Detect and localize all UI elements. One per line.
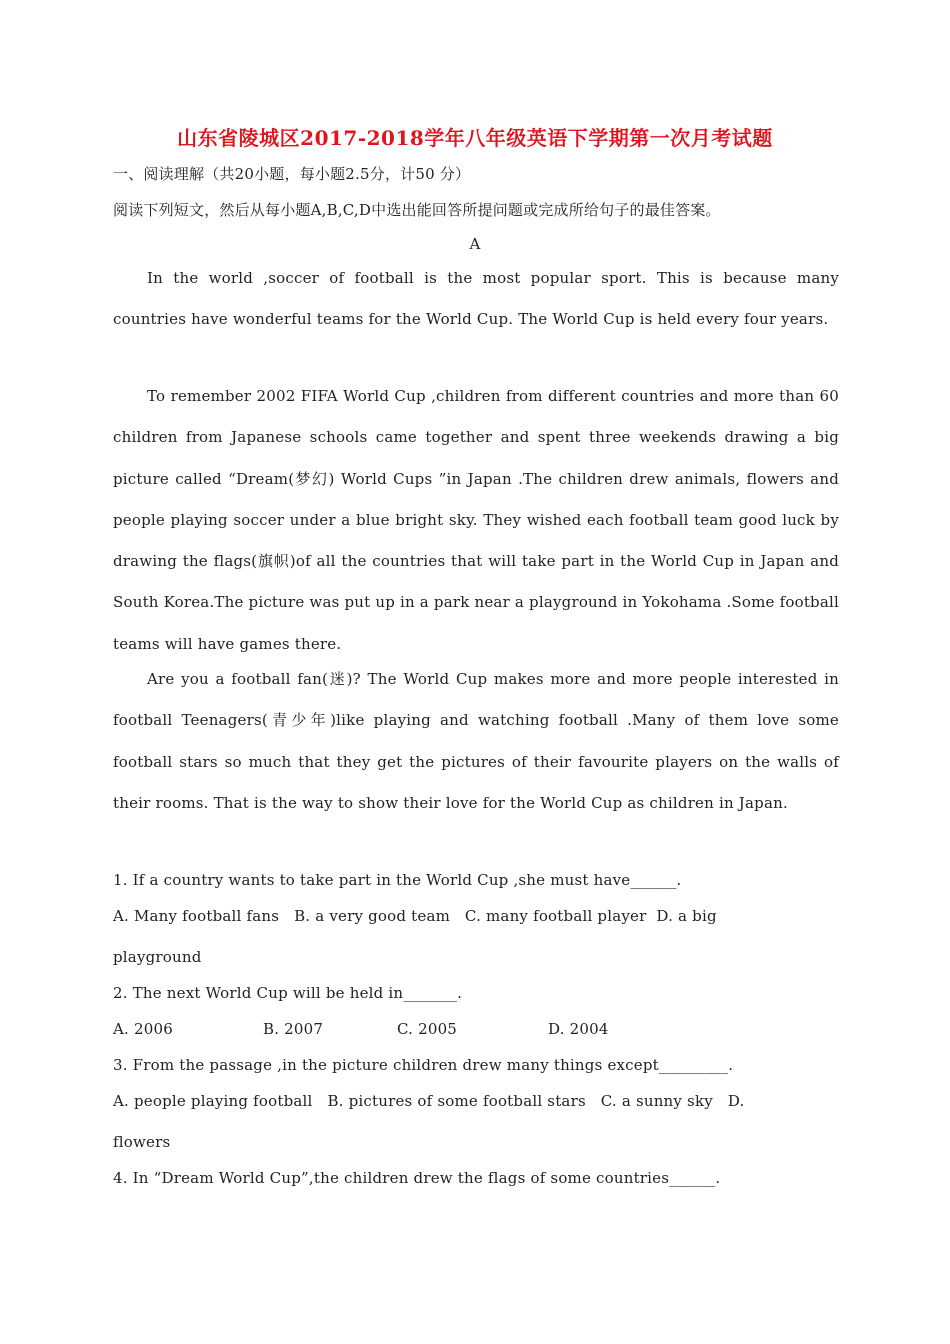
passage-label: A (469, 235, 481, 253)
question-3-options: A. people playing football B. pictures of some football stars C. a sunny sky D. (113, 1092, 745, 1110)
question-3-options-continued: flowers (113, 1133, 171, 1151)
option-d: D. 2004 (548, 1020, 609, 1038)
option-b: B. 2007 (263, 1020, 324, 1038)
section-instruction: 阅读下列短文，然后从每小题A,B,C,D中选出能回答所提问题或完成所给句子的最佳答案。 (113, 201, 721, 219)
option-c: C. 2005 (397, 1020, 458, 1038)
option-a: A. 2006 (113, 1020, 173, 1038)
passage-paragraph-1: In the world ,soccer of football is the most popular sport. This is because many countries have wonderful teams for the World Cup. The World Cup is held every four years. (113, 269, 839, 329)
question-4: 4. In “Dream World Cup”,the children drew the flags of some countries______. (113, 1169, 721, 1187)
passage-paragraph-3: Are you a football fan(迷)? The World Cup makes more and more people interested in football Teenagers(青少年)like playing and watching football .Many of them love some football stars so much that they get the pictures of their favourite players on the walls of their rooms. That is the way to show their love for the World Cup as children in Japan. (113, 670, 839, 812)
question-2: 2. The next World Cup will be held in_______. (113, 984, 463, 1002)
question-2-options (113, 1020, 843, 1038)
question-3: 3. From the passage ,in the picture children drew many things except_________. (113, 1056, 734, 1074)
passage-paragraph-2: To remember 2002 FIFA World Cup ,children from different countries and more than 60 children from Japanese schools came together and spent three weekends drawing a big picture called “Dream(梦幻) World Cups ”in Japan .The children drew animals, flowers and people playing soccer under a blue bright sky. They wished each football team good luck by drawing the flags(旗帜)of all the countries that will take part in the World Cup in Japan and South Korea.The picture was put up in a park near a playground in Yokohama .Some football teams will have games there. (113, 387, 839, 653)
question-1-options: A. Many football fans B. a very good team C. many football player D. a big (113, 907, 717, 925)
question-1: 1. If a country wants to take part in the World Cup ,she must have______. (113, 871, 682, 889)
document-title: 山东省陵城区2017-2018学年八年级英语下学期第一次月考试题 (177, 126, 773, 150)
question-1-options-continued: playground (113, 948, 202, 966)
section-heading: 一、阅读理解（共20小题，每小题2.5分，计50 分） (113, 165, 471, 183)
